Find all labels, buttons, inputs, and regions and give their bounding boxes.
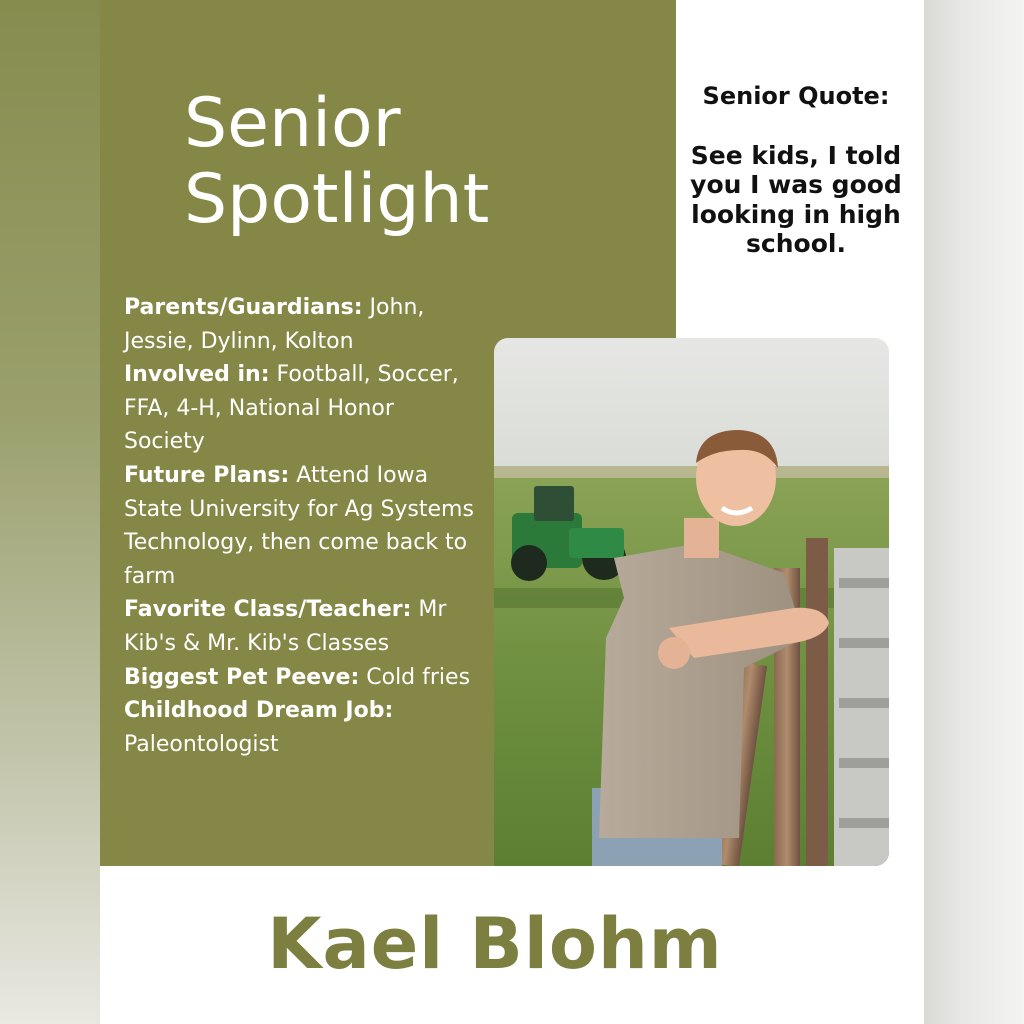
info-value: Football, Soccer, FFA, 4-H, National Honor Society xyxy=(124,362,459,455)
info-item-pet-peeve xyxy=(124,661,474,695)
senior-portrait-photo xyxy=(494,338,889,866)
quote-label: Senior Quote: xyxy=(702,82,890,110)
student-name: Kael Blohm xyxy=(267,903,723,985)
info-item-dream-job xyxy=(124,694,474,761)
background-left-strip xyxy=(0,0,100,1024)
info-value: Paleontologist xyxy=(124,731,279,757)
info-value: John, Jessie, Dylinn, Kolton xyxy=(124,295,425,354)
quote-text: See kids, I told you I was good looking in high school. xyxy=(690,140,902,258)
info-value: Mr Kib's & Mr. Kib's Classes xyxy=(124,597,447,656)
info-list xyxy=(124,291,474,761)
info-label: Future Plans: xyxy=(124,462,290,488)
page-title xyxy=(184,86,604,238)
neck xyxy=(684,518,719,558)
info-value: Cold fries xyxy=(359,664,471,690)
hand xyxy=(658,637,690,669)
info-value: Attend Iowa State University for Ag Systems Technology, then come back to farm xyxy=(124,462,474,589)
info-item-parents xyxy=(124,291,474,358)
background-right-strip xyxy=(924,0,1024,1024)
title-line-1: Senior xyxy=(184,84,401,163)
info-item-future-plans xyxy=(124,459,474,593)
info-label: Childhood Dream Job: xyxy=(124,698,394,724)
info-label: Favorite Class/Teacher: xyxy=(124,597,412,623)
info-label: Parents/Guardians: xyxy=(124,295,363,320)
title-line-2: Spotlight xyxy=(184,160,490,239)
info-label: Biggest Pet Peeve: xyxy=(124,664,360,690)
info-label: Involved in: xyxy=(124,362,270,388)
info-item-involved xyxy=(124,358,474,459)
sky xyxy=(494,338,889,478)
info-item-favorite-class xyxy=(124,593,474,660)
senior-quote xyxy=(676,82,916,259)
